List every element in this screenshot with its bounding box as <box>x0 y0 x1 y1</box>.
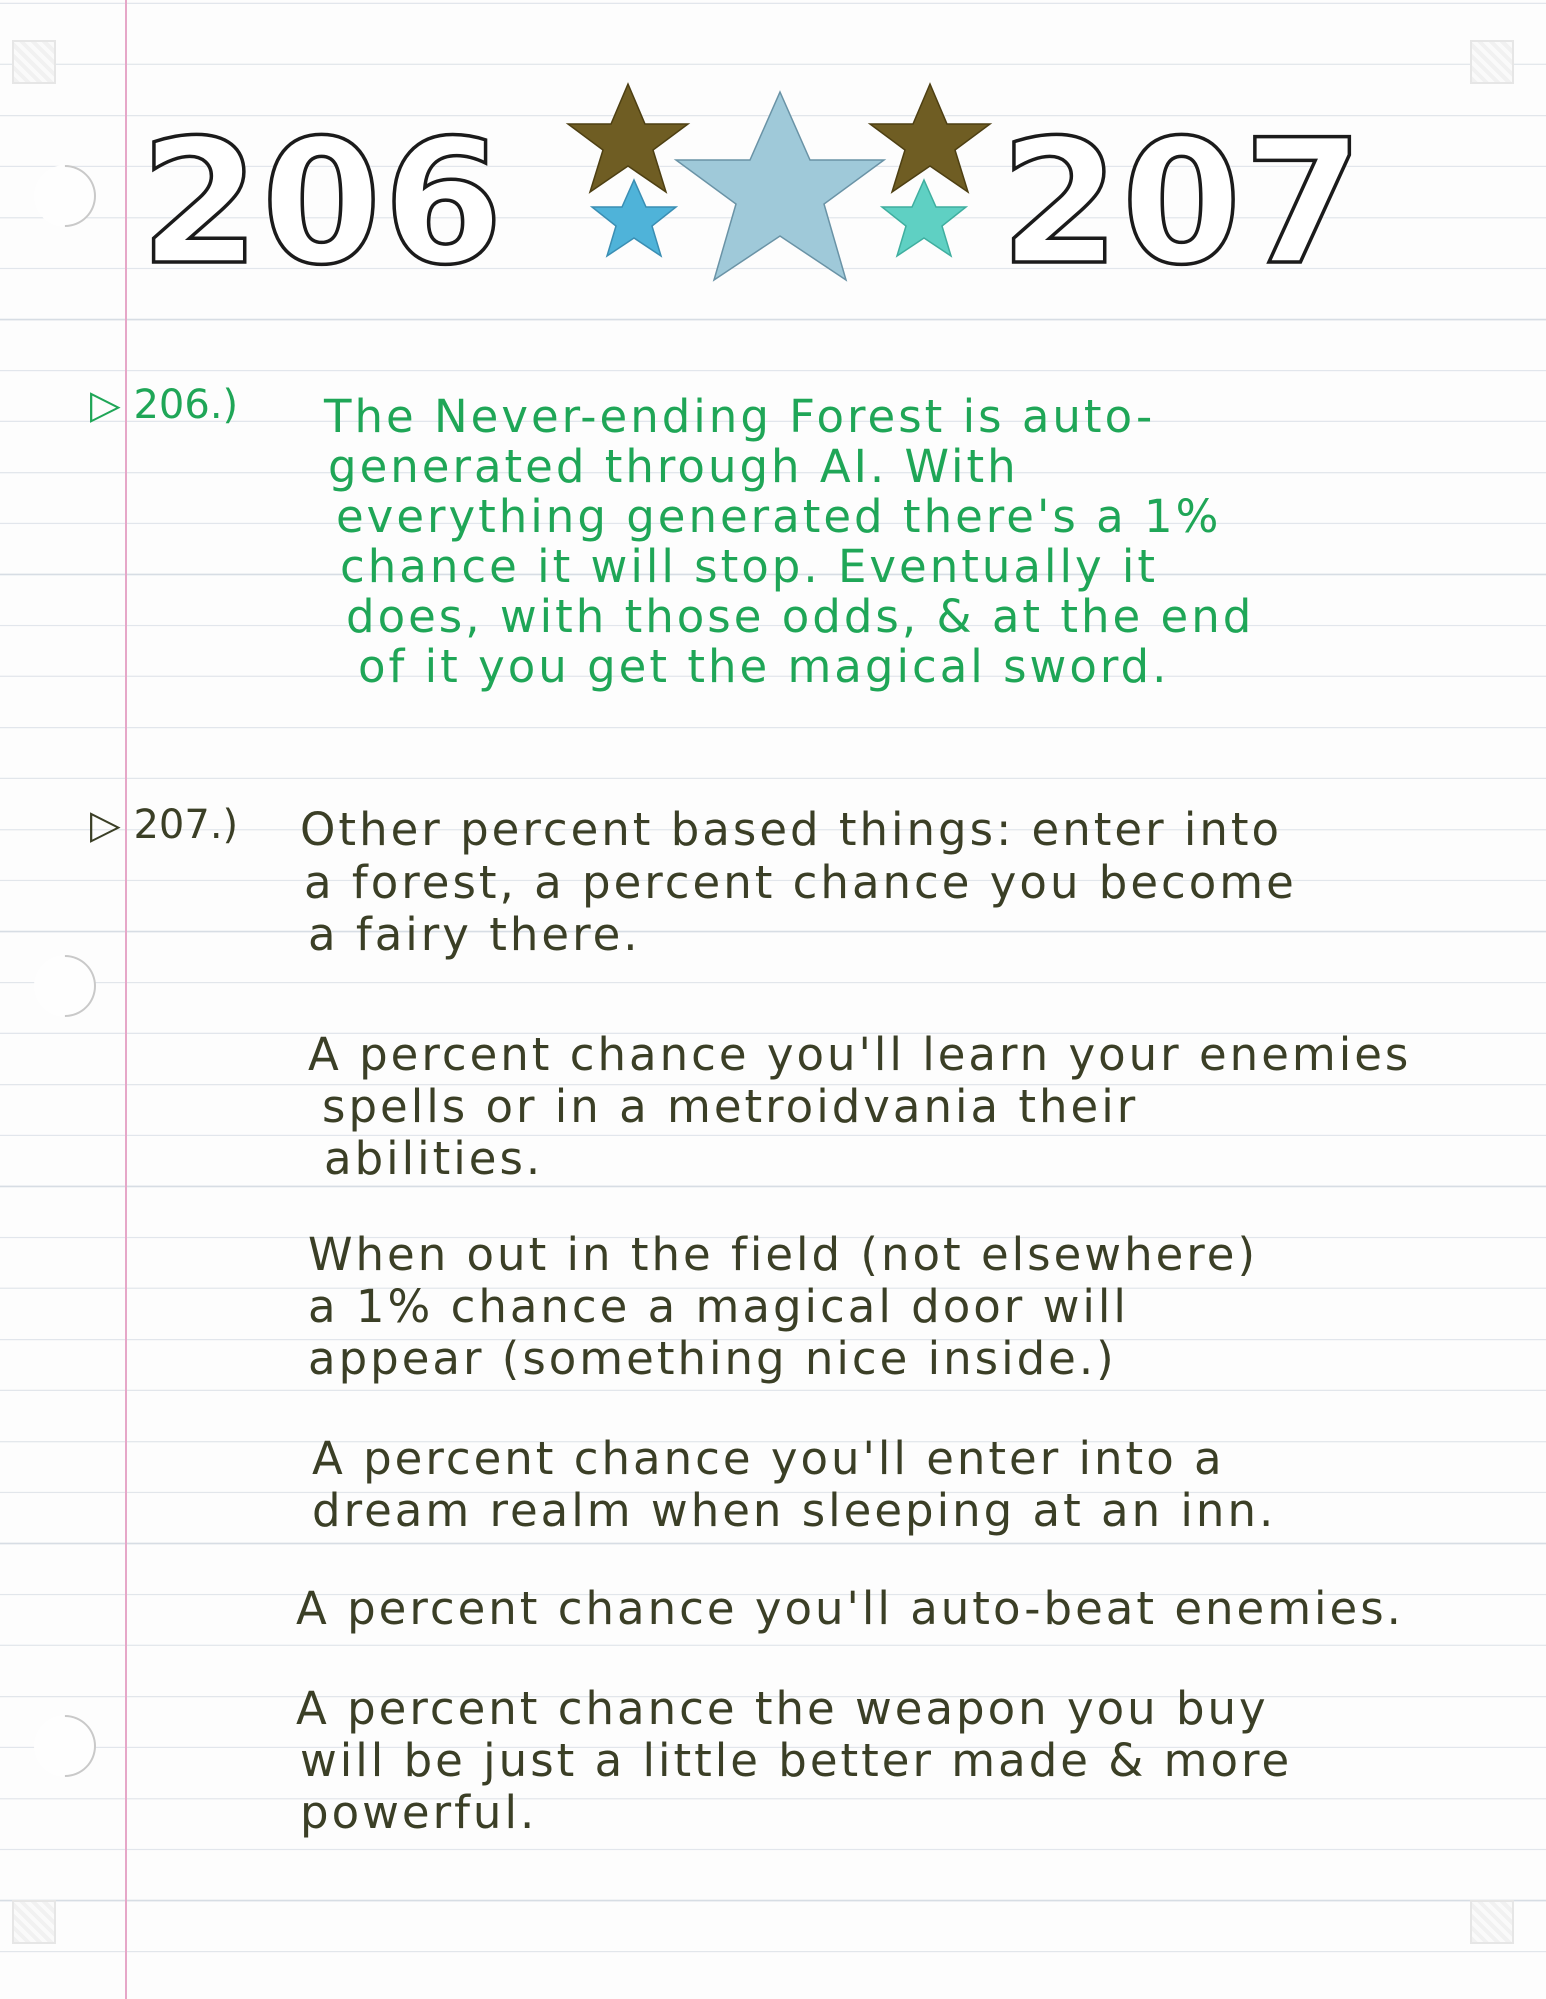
entry-line: a forest, a percent chance you become <box>304 856 1297 909</box>
teal-star-sticker <box>882 180 966 256</box>
binder-hole-bottom <box>21 1702 109 1790</box>
entry-line: A percent chance you'll enter into a <box>312 1432 1225 1485</box>
entry-marker: ▷ 207.) <box>90 802 239 848</box>
entry-line: does, with those odds, & at the end <box>346 590 1255 643</box>
entry-line: chance it will stop. Eventually it <box>340 540 1159 593</box>
title-heading <box>140 80 1440 300</box>
entry-line: abilities. <box>324 1132 544 1185</box>
margin-line <box>125 0 127 1999</box>
entry-line: generated through AI. With <box>328 440 1019 493</box>
entry-line: a fairy there. <box>308 908 641 961</box>
entry-line: A percent chance the weapon you buy <box>296 1682 1269 1735</box>
entry-line: A percent chance you'll auto-beat enemies. <box>296 1582 1404 1635</box>
scan-corner-mark-bottom-left <box>12 1900 56 1944</box>
entry-line: The Never-ending Forest is auto- <box>324 390 1156 443</box>
entry-marker: ▷ 206.) <box>90 382 239 428</box>
gold-star-sticker-right <box>870 84 990 192</box>
entry-line: A percent chance you'll learn your enemies <box>308 1028 1412 1081</box>
entry-line: dream realm when sleeping at an inn. <box>312 1484 1277 1537</box>
scan-corner-mark-top-right <box>1470 40 1514 84</box>
year-left-title: 206 <box>140 102 506 300</box>
entry-line: When out in the field (not elsewhere) <box>308 1228 1259 1281</box>
blue-star-sticker <box>592 180 676 256</box>
year-right-title: 207 <box>1000 102 1366 300</box>
gold-star-sticker-left <box>568 84 688 192</box>
scan-corner-mark-top-left <box>12 40 56 84</box>
scan-corner-mark-bottom-right <box>1470 1900 1514 1944</box>
binder-hole-middle <box>21 942 109 1030</box>
entry-line: Other percent based things: enter into <box>300 803 1283 856</box>
holographic-star-sticker <box>676 92 884 280</box>
entry-line: a 1% chance a magical door will <box>308 1280 1129 1333</box>
binder-hole-top <box>21 152 109 240</box>
entry-line: will be just a little better made & more <box>300 1734 1293 1787</box>
entry-line: of it you get the magical sword. <box>358 640 1170 693</box>
entry-line: everything generated there's a 1% <box>336 490 1222 543</box>
entry-line: powerful. <box>300 1786 538 1839</box>
entry-line: appear (something nice inside.) <box>308 1332 1117 1385</box>
entry-line: spells or in a metroidvania their <box>322 1080 1139 1133</box>
